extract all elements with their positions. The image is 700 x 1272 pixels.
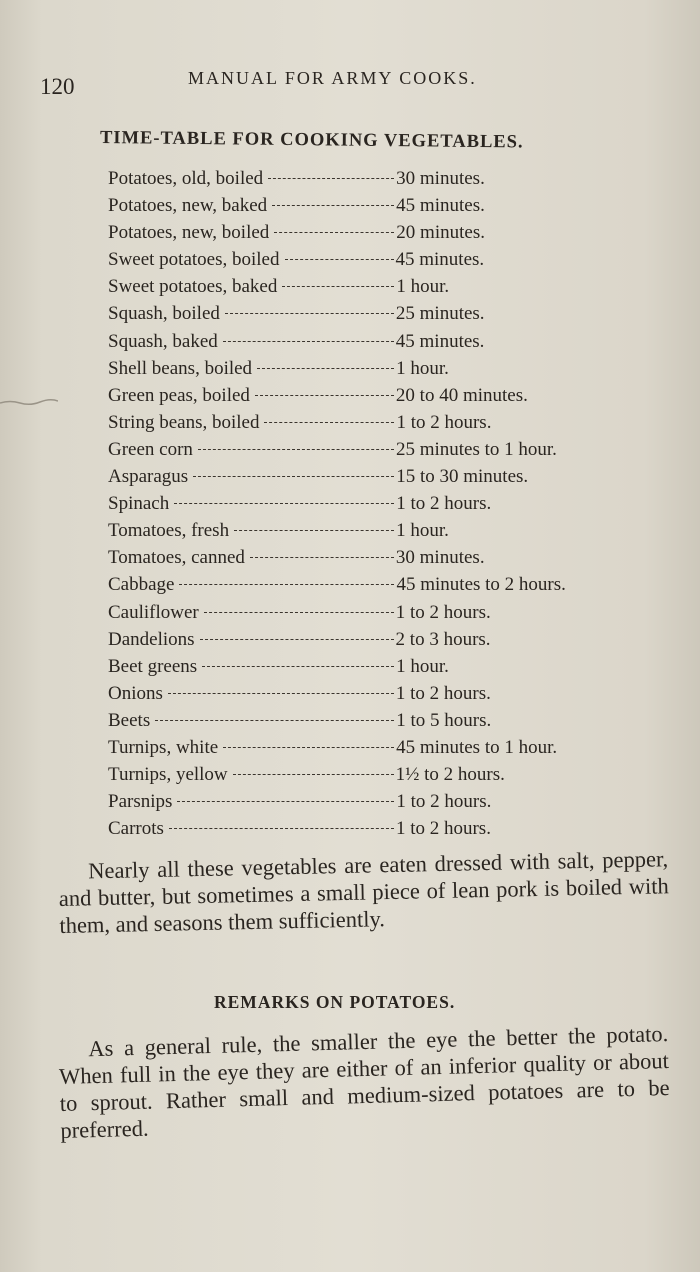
dot-leader: [255, 395, 394, 396]
timetable-title: TIME-TABLE FOR COOKING VEGETABLES.: [99, 128, 524, 153]
vegetable-name: Squash, baked: [108, 330, 218, 352]
timetable-row: [108, 358, 608, 385]
timetable-row: [108, 195, 608, 222]
vegetable-name: Shell beans, boiled: [108, 357, 253, 379]
vegetable-name: Tomatoes, fresh: [108, 520, 230, 542]
vegetable-name: Onions: [108, 682, 163, 704]
cooking-time: 1 to 2 hours.: [396, 791, 492, 813]
cooking-time: 45 minutes to 1 hour.: [396, 736, 558, 758]
vegetable-name: Turnips, white: [108, 736, 219, 758]
cooking-time: 20 minutes.: [396, 222, 485, 244]
cooking-time: 30 minutes.: [395, 547, 485, 569]
timetable-row: [108, 439, 608, 466]
timetable-row: [108, 222, 608, 249]
timetable-row: [108, 764, 608, 791]
vegetable-name: Turnips, yellow: [108, 764, 228, 786]
vegetable-name: Beets: [108, 709, 151, 731]
timetable-row: [108, 656, 608, 683]
running-head: MANUAL FOR ARMY COOKS.: [188, 68, 477, 88]
cooking-time: 25 minutes.: [395, 303, 485, 325]
timetable-row: [108, 818, 608, 845]
dot-leader: [234, 530, 394, 531]
vegetable-name: Cabbage: [108, 574, 175, 596]
dot-leader: [193, 476, 394, 477]
vegetable-name: Potatoes, new, baked: [108, 195, 268, 217]
cooking-time: 1 hour.: [396, 276, 450, 298]
timetable-row: [108, 385, 608, 412]
remarks-heading: REMARKS ON POTATOES.: [214, 992, 456, 1012]
cooking-time: 45 minutes.: [395, 249, 485, 271]
dot-leader: [264, 422, 394, 423]
vegetable-name: Cauliflower: [108, 601, 199, 623]
dot-leader: [169, 828, 394, 829]
vegetable-name: Asparagus: [108, 466, 189, 488]
cooking-time: 1 to 2 hours.: [395, 601, 491, 623]
vegetable-name: Green corn: [108, 438, 193, 460]
cooking-time: 1 to 2 hours.: [395, 818, 491, 840]
timetable-row: [108, 276, 608, 303]
dot-leader: [155, 720, 394, 721]
vegetable-name: Sweet potatoes, baked: [108, 276, 278, 298]
cooking-time: 1 hour.: [396, 357, 449, 379]
cooking-time: 1 to 2 hours.: [396, 411, 492, 433]
vegetable-name: Carrots: [108, 818, 164, 840]
timetable-row: [108, 683, 608, 710]
cooking-time: 1 to 2 hours.: [395, 682, 491, 704]
cooking-time: 20 to 40 minutes.: [395, 384, 528, 406]
page-crease-mark: [0, 398, 58, 406]
cooking-time: 1½ to 2 hours.: [395, 764, 505, 786]
dot-leader: [179, 584, 394, 585]
cooking-time: 45 minutes.: [395, 330, 485, 352]
vegetable-name: Potatoes, new, boiled: [108, 222, 270, 244]
dot-leader: [223, 341, 394, 342]
dot-leader: [198, 449, 394, 450]
cooking-time: 15 to 30 minutes.: [396, 466, 529, 488]
vegetable-name: Green peas, boiled: [108, 384, 250, 406]
cooking-time: 1 hour.: [396, 655, 449, 677]
cooking-time: 30 minutes.: [396, 168, 485, 189]
vegetable-name: Squash, boiled: [108, 303, 220, 325]
timetable-row: [108, 412, 608, 439]
timetable-row: [108, 168, 608, 195]
timetable-row: [108, 791, 608, 818]
vegetable-name: Beet greens: [108, 655, 198, 677]
paragraph-indent: [58, 878, 88, 879]
dot-leader: [202, 666, 394, 667]
vegetable-name: Dandelions: [108, 628, 195, 650]
dot-leader: [285, 259, 394, 260]
dot-leader: [268, 178, 394, 179]
vegetable-name: Sweet potatoes, boiled: [108, 249, 280, 271]
cooking-time: 45 minutes to 2 hours.: [396, 574, 566, 596]
timetable-row: [108, 602, 608, 629]
cooking-time: 1 to 5 hours.: [396, 709, 492, 731]
vegetable-name: Potatoes, old, boiled: [108, 168, 264, 189]
timetable-row: [108, 249, 608, 276]
dot-leader: [233, 774, 394, 775]
note-paragraph: [58, 845, 670, 939]
cooking-time: 1 hour.: [396, 520, 449, 542]
vegetable-name: Spinach: [108, 493, 170, 515]
dot-leader: [282, 286, 394, 287]
dot-leader: [200, 639, 394, 640]
timetable-row: [108, 574, 608, 601]
vegetable-name: Tomatoes, canned: [108, 547, 245, 569]
timetable-row: [108, 493, 608, 520]
remarks-paragraph-text: As a general rule, the smaller the eye the better the potato. When full in the eye they are either of an inferior quality or about to sprout. Rather small and medium-sized potatoes are to be preferred.: [58, 1021, 670, 1143]
timetable-row: [108, 710, 608, 737]
dot-leader: [257, 368, 394, 369]
timetable-row: [108, 629, 608, 656]
dot-leader: [223, 747, 394, 748]
dot-leader: [250, 557, 394, 558]
cooking-time: 2 to 3 hours.: [395, 628, 491, 650]
dot-leader: [272, 205, 394, 206]
timetable-row: [108, 331, 608, 358]
vegetable-timetable: [108, 168, 608, 845]
timetable-row: [108, 520, 608, 547]
cooking-time: 25 minutes to 1 hour.: [395, 438, 557, 460]
dot-leader: [177, 801, 394, 802]
dot-leader: [174, 503, 394, 504]
cooking-time: 45 minutes.: [396, 195, 485, 217]
dot-leader: [274, 232, 394, 233]
timetable-row: [108, 737, 608, 764]
vegetable-name: String beans, boiled: [108, 411, 260, 433]
paragraph-indent: [59, 1056, 89, 1057]
timetable-row: [108, 547, 608, 574]
dot-leader: [168, 693, 394, 694]
cooking-time: 1 to 2 hours.: [396, 493, 492, 515]
dot-leader: [204, 612, 394, 613]
note-paragraph-text: Nearly all these vegetables are eaten dressed with salt, pepper, and butter, but sometimes a small piece of lean pork is boiled with them, and seasons them sufficiently.: [58, 846, 669, 938]
dot-leader: [225, 313, 394, 314]
vegetable-name: Parsnips: [108, 791, 173, 813]
remarks-paragraph: [58, 1020, 671, 1144]
page-number: 120: [40, 74, 75, 99]
timetable-row: [108, 303, 608, 330]
timetable-row: [108, 466, 608, 493]
